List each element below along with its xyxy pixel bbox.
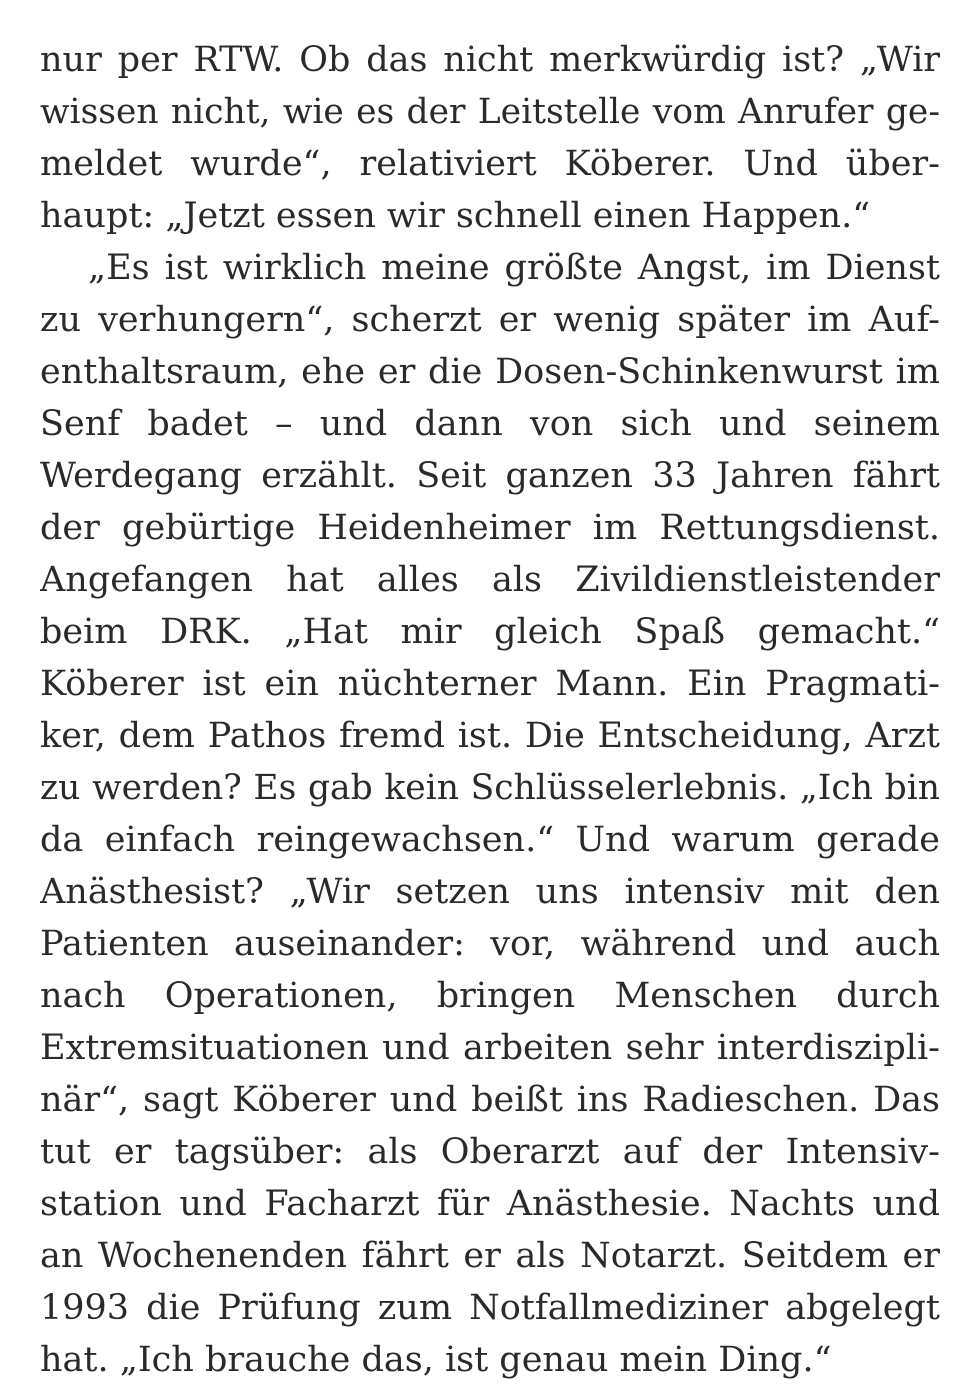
text-line: Senf badet – und dann von sich und seinem: [40, 404, 940, 444]
text-line: när“, sagt Köberer und beißt ins Radieschen. Das: [40, 1080, 940, 1120]
text-line: an Wochenenden fährt er als Notarzt. Seitdem er: [40, 1236, 940, 1276]
text-line: 1993 die Prüfung zum Notfallmediziner abgelegt: [40, 1288, 940, 1328]
text-line: zu werden? Es gab kein Schlüsselerlebnis. „Ich bin: [40, 768, 940, 808]
paragraph-start-line: „Es ist wirklich meine größte Angst, im Dienst: [88, 248, 940, 288]
text-line: der gebürtige Heidenheimer im Rettungsdienst.: [40, 508, 940, 548]
text-line: station und Facharzt für Anästhesie. Nachts und: [40, 1184, 940, 1224]
text-line: Extremsituationen und arbeiten sehr interdiszipli-: [40, 1028, 940, 1068]
text-line: beim DRK. „Hat mir gleich Spaß gemacht.“: [40, 612, 940, 652]
text-line: nur per RTW. Ob das nicht merkwürdig ist? „Wir: [40, 40, 940, 80]
text-line: enthaltsraum, ehe er die Dosen-Schinkenwurst im: [40, 352, 940, 392]
text-line: nach Operationen, bringen Menschen durch: [40, 976, 940, 1016]
text-line: wissen nicht, wie es der Leitstelle vom Anrufer ge-: [40, 92, 940, 132]
text-line: zu verhungern“, scherzt er wenig später im Auf-: [40, 300, 940, 340]
text-line: ker, dem Pathos fremd ist. Die Entscheidung, Arzt: [40, 716, 940, 756]
text-line: Patienten auseinander: vor, während und auch: [40, 924, 940, 964]
text-line: tut er tagsüber: als Oberarzt auf der Intensiv-: [40, 1132, 940, 1172]
text-line: Köberer ist ein nüchterner Mann. Ein Pragmati-: [40, 664, 940, 704]
article-text: [40, 34, 940, 1386]
text-line: Werdegang erzählt. Seit ganzen 33 Jahren fährt: [40, 456, 940, 496]
text-line: da einfach reingewachsen.“ Und warum gerade: [40, 820, 940, 860]
text-line: Angefangen hat alles als Zivildienstleistender: [40, 560, 940, 600]
paragraph-end-line: hat. „Ich brauche das, ist genau mein Ding.“: [40, 1340, 832, 1380]
paragraph-end-line: haupt: „Jetzt essen wir schnell einen Happen.“: [40, 196, 871, 236]
text-line: Anästhesist? „Wir setzen uns intensiv mit den: [40, 872, 940, 912]
text-line: meldet wurde“, relativiert Köberer. Und über-: [40, 144, 940, 184]
